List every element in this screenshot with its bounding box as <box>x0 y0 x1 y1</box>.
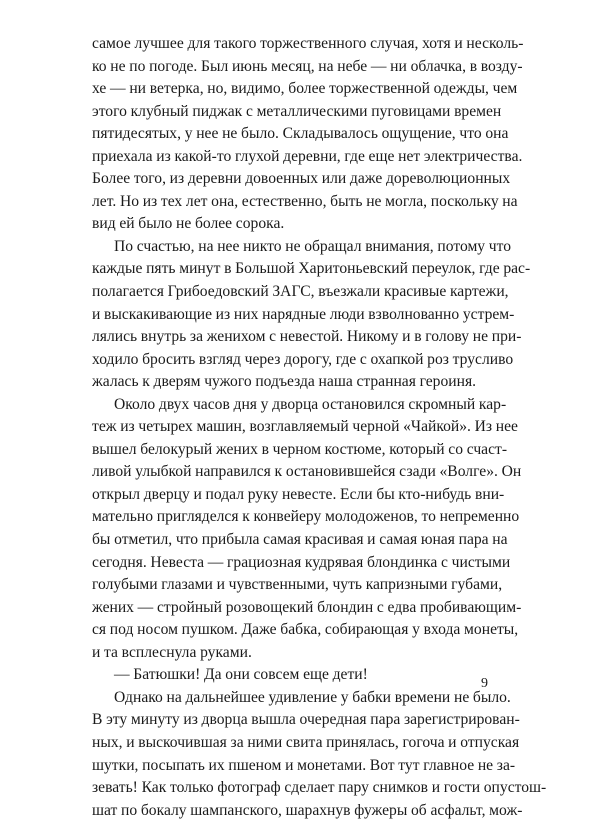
text-line: лялись внутрь за женихом с невестой. Никому и в голову не при- <box>92 328 522 346</box>
text-line: шат по бокалу шампанского, шарахнув фужеры об асфальт, мож- <box>92 801 523 819</box>
text-line: Однако на дальнейшее удивление у бабки времени не было. <box>114 688 511 706</box>
text-line: Более того, из деревни довоенных или даже дореволюционных <box>92 170 511 188</box>
text-line: сегодня. Невеста — грациозная кудрявая блондинка с чистыми <box>92 553 511 571</box>
text-line: самое лучшее для такого торжественного случая, хотя и несколь- <box>92 35 524 52</box>
text-line: жалась к дверям чужого подъезда наша странная героиня. <box>92 373 477 391</box>
page-number: 9 <box>481 676 488 691</box>
text-line: полагается Грибоедовский ЗАГС, въезжали красивые картежи, <box>92 283 509 301</box>
text-line: ливой улыбкой направился к остановившейся сзади «Волге». Он <box>92 463 522 481</box>
text-line: ходило бросить взгляд через дорогу, где с охапкой роз трусливо <box>92 350 514 368</box>
text-line: голубыми глазами и чувственными, чуть капризными губами, <box>92 576 503 594</box>
text-line: В эту минуту из дворца вышла очередная пара зарегистрирован- <box>92 711 520 729</box>
text-line: — Батюшки! Да они совсем еще дети! <box>114 666 368 684</box>
text-line: вид ей было не более сорока. <box>92 215 285 233</box>
text-line: шутки, посыпать их пшеном и монетами. Вот тут главное не за- <box>92 756 516 774</box>
text-line: бы отметил, что прибыла самая красивая и самая юная пара на <box>92 531 508 549</box>
text-line: зевать! Как только фотограф сделает пару снимков и гости опустош- <box>92 779 547 797</box>
text-line: Около двух часов дня у дворца остановился скромный кар- <box>114 395 507 413</box>
text-line: и выскакивающие из них нарядные люди взволнованно устрем- <box>92 305 515 323</box>
text-line: и та всплеснула руками. <box>92 643 252 661</box>
text-line: лет. Но из тех лет она, естественно, быть не могла, поскольку на <box>92 192 518 210</box>
text-line: ся под носом пушком. Даже бабка, собирающая у входа монеты, <box>92 621 519 639</box>
text-line: ко не по погоде. Был июнь месяц, на небе — ни облачка, в возду- <box>92 57 523 75</box>
text-line: приехала из какой-то глухой деревни, где еще нет электричества. <box>92 147 523 165</box>
text-line: пятидесятых, у нее не было. Складывалось ощущение, что она <box>92 125 509 143</box>
text-line: хе — ни ветерка, но, видимо, более торжественной одежды, чем <box>92 80 518 98</box>
text-line: открыл дверцу и подал руку невесте. Если бы кто-нибудь вни- <box>92 485 505 503</box>
text-line: каждые пять минут в Большой Харитоньевский переулок, где рас- <box>92 260 531 278</box>
text-line: ных, и выскочившая за ними свита принялась, гогоча и отпуская <box>92 733 520 751</box>
text-line: мательно пригляделся к конвейеру молодоженов, то непременно <box>92 508 520 526</box>
text-line: вышел белокурый жених в черном костюме, который со счаст- <box>92 440 508 458</box>
text-line: теж из четырех машин, возглавляемый черной «Чайкой». Из нее <box>92 418 518 436</box>
text-line: По счастью, на нее никто не обращал внимания, потому что <box>114 237 512 255</box>
text-line: этого клубный пиджак с металлическими пуговицами времен <box>92 102 502 120</box>
text-line: жених — стройный розовощекий блондин с едва пробивающим- <box>92 598 522 616</box>
body-text <box>92 33 547 822</box>
